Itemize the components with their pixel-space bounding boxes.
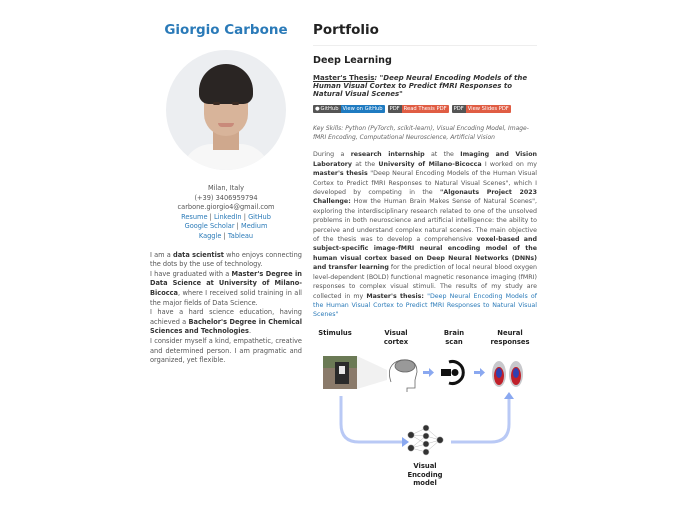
bio-bold: Bachelor's Degree in Chemical Sciences and Technologies [150,317,302,336]
badge-row [313,105,537,113]
bio-text: . [248,327,252,336]
stimulus-image [323,356,357,389]
medium-link[interactable]: Medium [241,222,268,231]
separator: | [236,222,239,231]
mri-scanner-icon [441,362,463,384]
thesis-title [313,74,537,99]
linkedin-link[interactable]: LinkedIn [213,212,242,221]
badge-label: GitHub [320,105,339,112]
thesis-name: "Deep Neural Encoding Models of the Human Visual Cortex to Predict fMRI Responses to Natural Visual Scenes" [313,74,528,99]
desc-bold: Imaging and Vision Laboratory [313,151,538,168]
bio-text: I consider myself a kind, empathetic, creative and determined person. I am pragmatic and organized, yet flexible. [150,336,302,365]
resume-link[interactable]: Resume [181,212,208,221]
contact-info [150,184,302,242]
desc-text: During a [313,151,351,159]
label-brain-scan: Brain scan [443,329,465,346]
bio-text: , where I received solid training in all the major fields of Data Science. [150,288,302,307]
desc-text: at the [424,151,461,159]
avatar [166,50,286,170]
neural-network-icon [408,425,443,455]
label-neural-responses: Neural responses [490,329,530,346]
badge-value: View on GitHub [342,105,383,112]
bio-text: I have graduated with a [150,269,232,278]
encoding-model-diagram [313,326,537,496]
desc-bold: "Algonauts Project 2023 Challenge: [313,189,537,206]
desc-bold: master's thesis [313,170,368,178]
label-encoding-model: Visual Encoding model [407,462,443,487]
separator: | [243,212,246,221]
profile-name: Giorgio Carbone [164,22,288,38]
label-stimulus: Stimulus [318,329,352,337]
desc-bold: voxel-based and subject-specific image-fMRI neural encoding model of the human visual cortex based on Deep Neural Networks (DNNs) and transfer learning [313,236,538,272]
desc-text: How the Human Brain Makes Sense of Natural Scenes", exploring the interdisciplinary research related to one of the unsolved problems in both neuroscience and artificial intelligence: the ability to perceive and understand complex natural scenes. The main objective of the thesis was to develop a comprehensive [313,198,537,244]
desc-text: I worked on my [481,160,537,168]
github-icon: ● [315,105,320,112]
label-visual-cortex: Visual cortex [383,329,409,346]
email: carbone.giorgio4@gmail.com [177,203,275,212]
colon: : [374,74,380,82]
head-icon [389,360,417,392]
portfolio-main [313,22,537,320]
desc-bold: Master's thesis: [366,292,424,300]
tableau-link[interactable]: Tableau [227,231,254,240]
github-badge[interactable] [313,105,385,113]
divider [313,45,537,46]
bio-text: I am a [150,250,173,259]
location: Milan, Italy [207,184,245,192]
github-link[interactable]: GitHub [248,212,271,221]
arrow-right-icon [474,368,485,377]
thesis-link[interactable]: "Deep Neural Encoding Models of the Human Visual Cortex to Predict fMRI Responses to Natural Visual Scenes" [313,292,537,319]
badge-label: PDF [389,105,400,112]
bio-text: who enjoys connecting the dots by the use of technology. [150,250,302,269]
badge-value: Read Thesis PDF [403,105,447,112]
badge-value: View Slides PDF [467,105,509,112]
desc-text: "Deep Neural Encoding Models of the Human Visual Cortex to Predict fMRI Responses to Natural Visual Scenes", which I developed by competing in the [313,170,537,197]
phone: (+39) 3406959794 [194,193,258,202]
key-skills: Key Skills: Python (PyTorch, scikit-learn), Visual Encoding Model, Image-fMRI Encoding, Computational Neuroscience, Artificial Vision [313,124,529,142]
badge-label: PDF [453,105,464,112]
kaggle-link[interactable]: Kaggle [198,231,222,240]
brain-responses-icon [492,361,523,387]
section-heading: Deep Learning [313,55,392,66]
bio-text: I have a hard science education, having achieved a [150,308,302,326]
desc-bold: University of Milano-Bicocca [378,160,482,168]
separator: | [209,212,212,221]
bio-bold: Master's Degree in Data Science at University of Milano-Bicocca [150,269,302,297]
project-description [313,150,537,319]
separator: | [223,231,226,240]
slides-pdf-badge[interactable] [452,105,511,113]
diagram-graphics [313,326,537,496]
arrow-right-icon [423,368,434,377]
thesis-label: Master's Thesis [313,74,375,82]
profile-sidebar [150,22,302,366]
thesis-pdf-badge[interactable] [388,105,449,113]
desc-text: for the prediction of local neural blood oxygen level-dependent (BOLD) functional magnetic resonance imaging (fMRI) responses to complex visual stimuli. The results of my study are collected in my [313,264,537,300]
bio-bold: data scientist [173,250,224,259]
desc-bold: research internship [350,151,425,159]
bio [150,251,302,366]
page-title: Portfolio [313,22,379,38]
google-scholar-link[interactable]: Google Scholar [184,222,235,231]
desc-text: at the [352,160,379,168]
